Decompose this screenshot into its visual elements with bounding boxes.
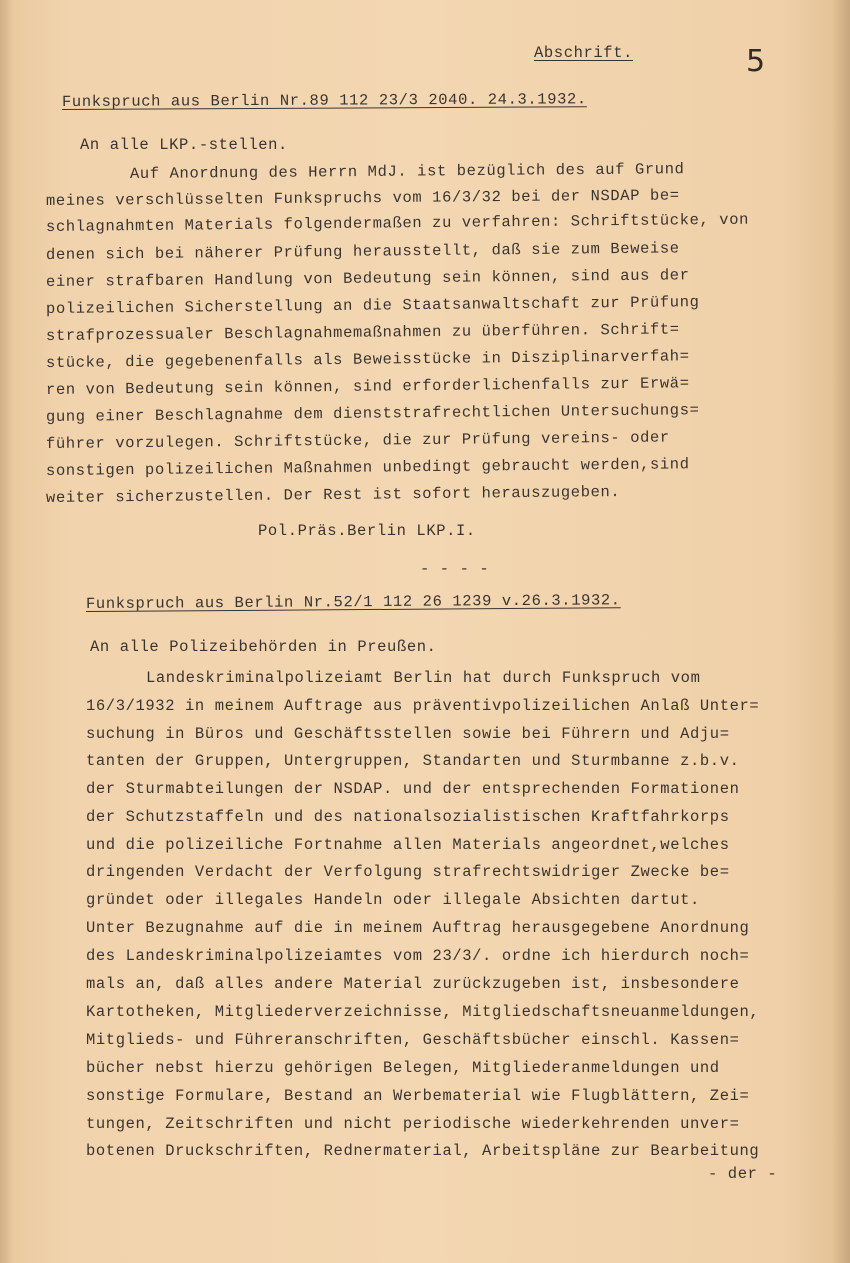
message1-body-line: weiter sicherzustellen. Der Rest ist sofort herauszugeben. (45, 482, 621, 507)
message2-body-line: tanten der Gruppen, Untergruppen, Standarten und Sturmbanne z.b.v. (86, 752, 740, 770)
message1-body-line: denen sich bei näherer Prüfung herausstellt, daß sie zum Beweise (45, 239, 680, 264)
message2-body-line: des Landeskriminalpolizeiamtes vom 23/3/. ordne ich hierdurch noch= (86, 947, 750, 965)
continuation-mark: - der - (708, 1165, 778, 1183)
message1-body-line: meines verschlüsselten Funkspruchs vom 16/3/32 bei der NSDAP be= (45, 186, 680, 210)
message1-body-line: sonstigen polizeilichen Maßnahmen unbedingt gebraucht werden,sind (45, 455, 690, 480)
message2-body-line: mals an, daß alles andere Material zurückzugeben ist, insbesondere (86, 975, 740, 993)
message2-body-line: der Schutzstaffeln und des nationalsozialistischen Kraftfahrkorps (86, 808, 730, 826)
message1-body-line: schlagnahmten Materials folgendermaßen zu verfahren: Schriftstücke, von (45, 210, 750, 236)
message2-body-line: Unter Bezugnahme auf die in meinem Auftrag herausgegebene Anordnung (86, 919, 750, 937)
message1-header: Funkspruch aus Berlin Nr.89 112 23/3 2040. 24.3.1932. (61, 90, 587, 111)
message1-signature: Pol.Präs.Berlin LKP.I. (258, 522, 476, 540)
message2-body-line: tungen, Zeitschriften und nicht periodische wiederkehrenden unver= (86, 1115, 740, 1133)
message1-body-line: strafprozessualer Beschlagnahmemaßnahmen zu überführen. Schrift= (45, 320, 680, 345)
message2-body-line: der Sturmabteilungen der NSDAP. und der entsprechenden Formationen (86, 780, 740, 798)
message-separator: - - - - (420, 560, 490, 578)
message2-body-line: und die polizeiliche Fortnahme allen Materials angeordnet,welches (86, 836, 730, 854)
message2-body-line: dringenden Verdacht der Verfolgung strafrechtswidriger Zwecke be= (86, 863, 730, 881)
message1-body-line: stücke, die gegebenenfalls als Beweisstücke in Disziplinarverfah= (45, 347, 690, 372)
message1-body-line: einer strafbaren Handlung von Bedeutung sein können, sind aus der (45, 266, 690, 291)
message2-body-line: bücher nebst hierzu gehörigen Belegen, Mitgliederanmeldungen und (86, 1059, 720, 1077)
message2-body-line: Mitglieds- und Führeranschriften, Geschäftsbücher einschl. Kassen= (86, 1031, 740, 1049)
message1-body-line: polizeilichen Sicherstellung an die Staatsanwaltschaft zur Prüfung (45, 293, 700, 318)
message2-body-line: Landeskriminalpolizeiamt Berlin hat durch Funkspruch vom (146, 669, 701, 687)
page-right-shadow (832, 0, 850, 1263)
message1-body-line: gung einer Beschlagnahme dem dienststrafrechtlichen Untersuchungs= (45, 401, 700, 426)
message2-body-line: 16/3/1932 in meinem Auftrage aus präventivpolizeilichen Anlaß Unter= (86, 697, 760, 715)
message1-addressee: An alle LKP.-stellen. (80, 136, 288, 154)
message2-body-line: suchung in Büros und Geschäftsstellen sowie bei Führern und Adju= (86, 725, 730, 743)
message2-body-line: gründet oder illegales Handeln oder illegale Absichten dartut. (86, 891, 700, 909)
message2-body-line: sonstige Formulare, Bestand an Werbematerial wie Flugblättern, Zei= (86, 1087, 750, 1105)
page-number: 5 (746, 44, 766, 79)
message2-body-line: Kartotheken, Mitgliederverzeichnisse, Mitgliedschaftsneuanmeldungen, (86, 1003, 760, 1021)
message2-body-line: botenen Druckschriften, Rednermaterial, Arbeitspläne zur Bearbeitung (86, 1142, 760, 1160)
page-left-shadow (0, 0, 14, 1263)
message1-body-line: führer vorzulegen. Schriftstücke, die zur Prüfung vereins- oder (45, 428, 670, 453)
message2-header: Funkspruch aus Berlin Nr.52/1 112 26 1239 v.26.3.1932. (85, 591, 621, 613)
message1-body-line: ren von Bedeutung sein können, sind erforderlichenfalls zur Erwä= (45, 374, 690, 399)
message1-body-line: Auf Anordnung des Herrn MdJ. ist bezüglich des auf Grund (129, 160, 685, 183)
message2-addressee: An alle Polizeibehörden in Preußen. (90, 638, 437, 656)
document-label: Abschrift. (534, 44, 634, 62)
